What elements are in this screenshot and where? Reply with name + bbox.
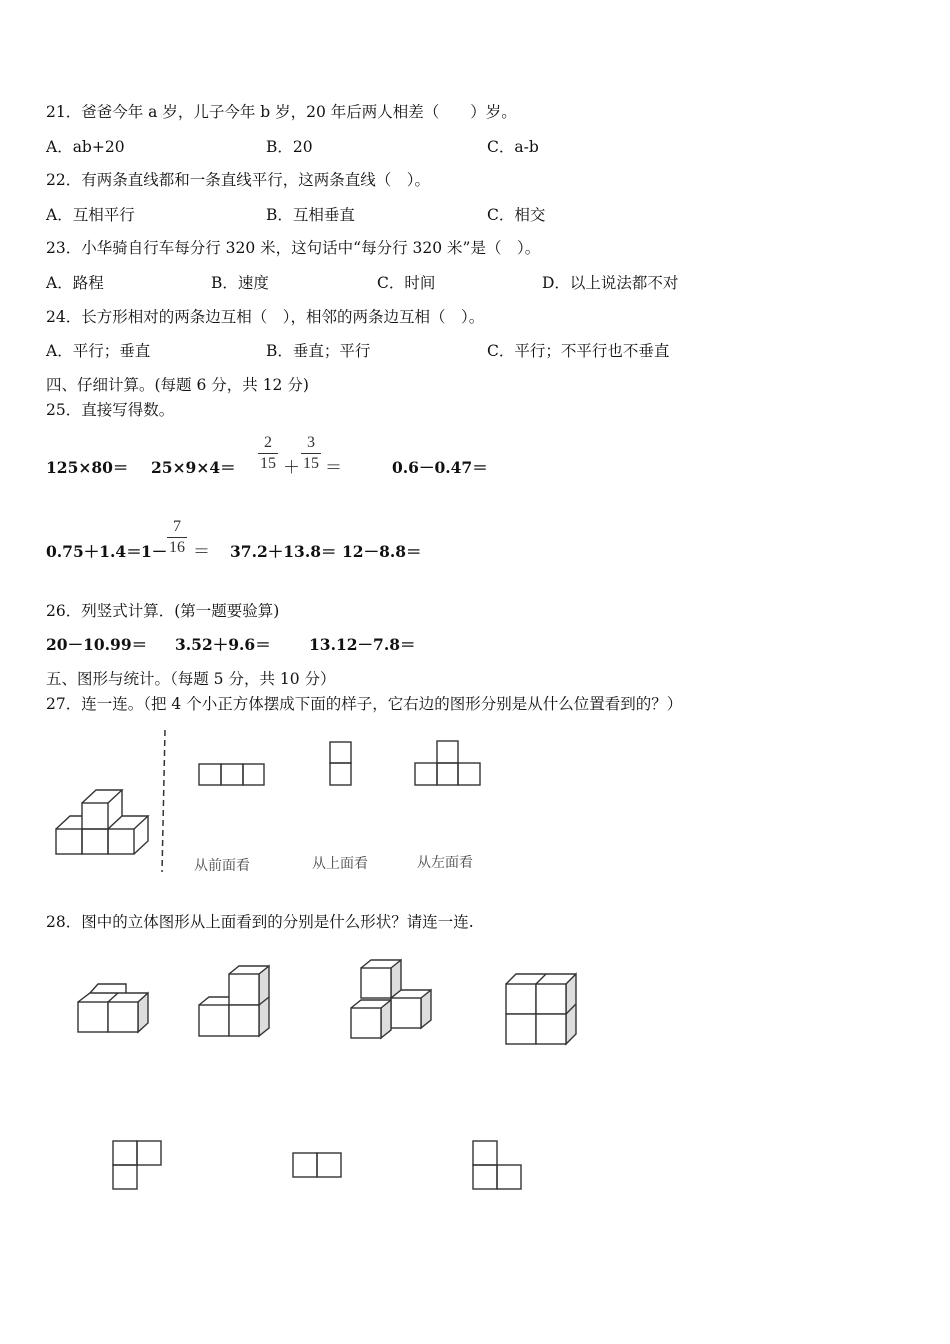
q24-option-b: B．垂直；平行 (266, 342, 371, 360)
fraction-numerator: 3 (307, 434, 315, 451)
q22-option-b: B．互相垂直 (266, 206, 355, 224)
q28-top-view-1 (113, 1141, 161, 1189)
q27-label-top: 从上面看 (312, 856, 368, 872)
q25-expr-8: 12－8.8＝ (342, 542, 422, 561)
q28-solid-4 (506, 974, 576, 1044)
fraction-denominator: 16 (169, 539, 185, 556)
q22-stem: 22．有两条直线都和一条直线平行，这两条直线（ ）。 (46, 171, 430, 189)
q23-option-b: B．速度 (211, 274, 269, 292)
q27-label-front: 从前面看 (194, 858, 250, 874)
q25-expr-5: 0.75＋1.4＝ (46, 542, 142, 561)
q22-option-c: C．相交 (487, 206, 546, 224)
q21-option-a: A．ab+20 (46, 138, 125, 156)
q26-stem: 26．列竖式计算．(第一题要验算) (46, 602, 280, 620)
q26-expr-1: 20－10.99＝ (46, 635, 148, 654)
section-5-heading: 五、图形与统计。（每题 5 分，共 10 分） (46, 670, 336, 688)
q25-expr-2: 25×9×4＝ (151, 458, 236, 477)
equals-sign: ＝ (325, 458, 342, 478)
fraction-numerator: 2 (264, 434, 272, 451)
q23-option-a: A．路程 (46, 274, 104, 292)
q24-option-c: C．平行；不平行也不垂直 (487, 342, 670, 360)
q25-expr-7: 37.2＋13.8＝ (230, 542, 337, 561)
q25-expr-6-prefix: 1－ (141, 542, 168, 561)
q22-option-a: A．互相平行 (46, 206, 135, 224)
q25-expr-1: 125×80＝ (46, 458, 129, 477)
plus-sign: ＋ (283, 458, 300, 478)
q28-stem: 28．图中的立体图形从上面看到的分别是什么形状？请连一连. (46, 913, 474, 931)
q26-expr-2: 3.52＋9.6＝ (175, 635, 271, 654)
q25-stem: 25．直接写得数。 (46, 401, 175, 419)
q28-solid-2 (199, 966, 269, 1036)
q24-option-a: A．平行；垂直 (46, 342, 151, 360)
q27-label-left: 从左面看 (417, 855, 473, 871)
fraction-numerator: 7 (173, 518, 181, 535)
q28-solid-1 (78, 984, 148, 1032)
q23-stem: 23．小华骑自行车每分行 320 米，这句话中“每分行 320 米”是（ ）。 (46, 239, 541, 257)
q27-stem: 27．连一连。（把 4 个小正方体摆成下面的样子，它右边的图形分别是从什么位置看到的？） (46, 695, 683, 713)
q21-option-c: C．a-b (487, 138, 539, 156)
section-4-heading: 四、仔细计算。(每题 6 分，共 12 分) (46, 376, 309, 394)
q21-option-b: B．20 (266, 138, 313, 156)
q28-top-view-2 (293, 1153, 341, 1177)
fraction-denominator: 15 (303, 455, 319, 472)
q21-stem: 21．爸爸今年 a 岁，儿子今年 b 岁，20 年后两人相差（ ）岁。 (46, 103, 517, 121)
q23-option-d: D．以上说法都不对 (542, 274, 679, 292)
q28-top-view-3 (473, 1141, 521, 1189)
q24-stem: 24．长方形相对的两条边互相（ ），相邻的两条边互相（ ）。 (46, 308, 485, 326)
q23-option-c: C．时间 (377, 274, 436, 292)
equals-sign: ＝ (193, 542, 210, 562)
q25-expr-4: 0.6－0.47＝ (392, 458, 488, 477)
fraction-denominator: 15 (260, 455, 276, 472)
q28-solid-3 (351, 960, 431, 1038)
q26-expr-3: 13.12－7.8＝ (309, 635, 416, 654)
